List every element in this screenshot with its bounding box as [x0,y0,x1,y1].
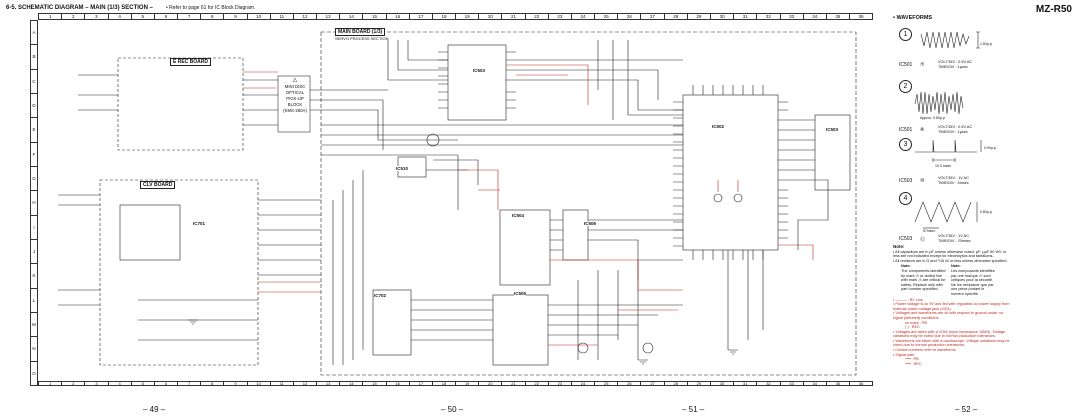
schematic-drawing [38,20,873,381]
bottom-column-label: 33 [781,382,804,385]
note-bline: • ——— : B+ Line. [893,297,924,302]
bottom-column-label: 2 [62,382,85,385]
waveform-2-trace [915,92,963,114]
bottom-column-label: 15 [363,382,386,385]
bottom-column-label: 24 [572,382,595,385]
column-label: 8 [201,14,224,19]
notes-heading: Note: [893,244,905,249]
waveform-1-trace [921,32,969,48]
column-label: 33 [781,14,804,19]
bottom-column-label: 36 [858,381,864,386]
note-pb-mark: no mark : PB [905,320,927,325]
ic503-body [448,45,506,120]
bottom-column-label: 30 [711,382,734,385]
ic504-body [500,210,550,285]
waveform-3-pin: ⑩ [920,178,925,184]
waveform-1-number: 1 [899,28,912,41]
note-signal-rec: ⟶ : REC [905,361,922,366]
waveform-4-pin: ⑫ [920,237,926,243]
note-circled-numbers: • Circled numbers refer to waveforms. [893,348,957,353]
waveform-3-trace [915,140,977,152]
waveform-4-annotation: 57msec [923,229,936,233]
note-oscilloscope: • Waveforms are taken with a oscilloscope. Voltage variations may be noted due to normal production tolerances. [893,338,1010,348]
column-label: 13 [317,14,340,19]
waveform-4-number: 4 [899,192,912,205]
bottom-column-label: 21 [502,382,525,385]
safety-note-french [951,264,997,296]
note-power: • Power voltage is dc 9V and fed with regulated dc power supply from external power voltage jack (J001). [893,302,1010,311]
bottom-column-label: 8 [201,382,224,385]
optical-block-label [280,78,310,114]
column-label: 23 [549,14,572,19]
waveform-2-ic: IC501 [899,127,913,133]
bottom-column-label: 28 [665,382,688,385]
note-signal-path: • Signal path. [893,352,916,357]
bottom-column-label: 1 [39,382,62,385]
waveform-4-amplitude: 0.8Vp-p [980,210,993,214]
schematic-notes [893,245,1013,366]
row-label: H [31,191,37,215]
column-label: 20 [479,14,502,19]
caution-icon: ⚠ [292,78,298,84]
optical-line-4: BLOCK [287,102,303,107]
bottom-column-label: 11 [271,382,294,385]
ic503b-label: IC503 [826,127,839,132]
waveform-3-ic: IC503 [899,178,913,184]
ic-block-reference-note: • Refer to page 61 for IC Block Diagram. [166,5,256,11]
column-label: 35 [827,14,850,19]
bottom-column-label: 31 [734,382,757,385]
ic504-label: IC504 [512,213,525,218]
waveform-3-spec [938,176,969,185]
ic505-body [493,295,548,365]
column-label: 24 [572,14,595,19]
bottom-column-label: 23 [549,382,572,385]
bottom-column-label: 22 [526,382,549,385]
rec-board-label: E REC BOARD [170,58,211,66]
main-board-label: MAIN BOARD (1/3) [335,28,385,36]
clv-board-label: CLV BOARD [140,181,175,189]
column-label: 32 [757,14,780,19]
row-label: J [31,240,37,264]
main-board-sublabel: SERVO PROCESS SECTION [335,36,389,41]
note-resistors: • All resistors are in Ω and ¹/16 W or less unless otherwise specified. [893,258,1008,263]
row-label: F [31,143,37,167]
ic505-label: IC505 [514,291,527,296]
ic502-label: IC502 [712,124,725,129]
column-label: 3 [85,14,108,19]
page-number-49: – 49 – [143,405,166,414]
column-label: 4 [109,14,132,19]
waveform-2-annotation: Approx. 0.8Vp-p [920,116,946,120]
column-label: 36 [858,14,864,19]
page-number-50: – 50 – [441,405,464,414]
row-label: B [31,45,37,69]
column-label: 5 [132,14,155,19]
safety-note-english-title: Note: [901,264,911,269]
waveform-2-volt: VOLT/DIV : 0.5V AC [938,125,973,129]
bottom-column-label: 12 [294,382,317,385]
optical-line-3: PICK-UP [286,96,304,101]
row-label: A [31,21,37,45]
page-number-52: – 52 – [955,405,978,414]
bottom-column-label: 29 [688,382,711,385]
safety-note-english [901,264,947,296]
ic701-label: IC701 [193,221,206,226]
bottom-column-label: 3 [85,382,108,385]
model-name: MZ-R50 [1035,4,1072,15]
waveform-3-time: TIME/DIV : 5msec [938,180,969,185]
ic702-label: IC702 [374,293,387,298]
column-label: 34 [804,14,827,19]
column-label: 28 [665,14,688,19]
note-capacitors: • All capacitors are in µF unless otherwise noted. pF: µµF 50 WV or less are not indicated except for electrolytics and tantalums. [893,249,1006,259]
waveform-1-spec [938,60,972,69]
column-label: 29 [688,14,711,19]
bottom-column-label: 7 [178,382,201,385]
bottom-column-label: 9 [224,382,247,385]
row-label: N [31,337,37,361]
row-label: I [31,216,37,240]
waveform-1-time: TIME/DIV : 1µsec [938,64,968,69]
column-ruler [38,13,873,20]
rec-board-outline [118,58,243,150]
column-label: 2 [62,14,85,19]
waveform-2-spec [938,125,972,134]
waveform-1-volt: VOLT/DIV : 0.5V AC [938,60,973,64]
ic510-label: IC510 [396,166,409,171]
row-label: G [31,167,37,191]
bottom-column-label: 5 [132,382,155,385]
row-ruler [30,20,38,386]
column-label: 18 [433,14,456,19]
ic502-body [683,95,778,250]
bottom-column-label: 35 [827,382,850,385]
column-label: 7 [178,14,201,19]
column-label: 30 [711,14,734,19]
bottom-column-label: 25 [595,382,618,385]
bottom-column-label: 4 [109,382,132,385]
note-voltages: • Voltages and waveforms are dc with respect to ground under no-signal (detuned) conditions. [893,311,1005,320]
bottom-column-label: 18 [433,382,456,385]
ic702-body [373,290,411,355]
ic506-label: IC506 [584,221,597,226]
bottom-column-label: 17 [410,382,433,385]
waveform-4-volt: VOLT/DIV : 1V AC [938,234,969,238]
row-label: O [32,370,36,376]
column-label: 25 [595,14,618,19]
bottom-column-label: 19 [456,382,479,385]
waveform-4-trace [915,202,971,222]
bottom-column-label: 34 [804,382,827,385]
ic701-body [120,205,180,260]
waveform-3-amplitude: 0.9Vp-p [984,146,997,150]
bottom-column-label: 14 [340,382,363,385]
safety-note-french-title: Note: [951,264,961,269]
note-rec-mark: ( ) : REC [905,325,920,330]
row-label: D [31,94,37,118]
waveform-3-volt: VOLT/DIV : 1V AC [938,176,969,180]
waveforms-title: • WAVEFORMS [893,15,933,21]
waveform-2-time: TIME/DIV : 1µsec [938,129,968,134]
ic503-label: IC503 [473,68,486,73]
waveform-traces [893,22,1013,252]
column-label: 19 [456,14,479,19]
column-label: 27 [641,14,664,19]
waveform-2-number: 2 [899,80,912,93]
row-label: L [31,289,37,313]
waveform-1-pin: ⑦ [920,62,925,68]
note-signal-pb: ⟶ : PB [905,357,919,362]
bottom-column-label: 6 [155,382,178,385]
note-vom: • Voltages are taken with a VOM (Input impedance 10MΩ). Voltage variations may be noted due to normal production tolerances. [893,329,1006,339]
column-label: 26 [618,14,641,19]
column-label: 9 [224,14,247,19]
column-label: 11 [271,14,294,19]
bottom-column-label: 10 [248,382,271,385]
row-label: K [31,264,37,288]
waveform-2-pin: ⑧ [920,127,925,133]
bottom-column-label: 32 [757,382,780,385]
safety-note-french-text: Les composants identifiés par une marque ⚠ sont critiques pour la sécurité. Ne les remplacer que par une pièce portant le numéro spécifié. [951,268,995,296]
column-label: 12 [294,14,317,19]
optical-line-5: (KMS-260A) [283,108,307,113]
waveform-4-ic: IC503 [899,236,913,242]
safety-note-english-text: The components identified by mark ⚠ or dotted line with mark ⚠ are critical for safety. Replace only with part number specified. [901,268,946,292]
column-label: 6 [155,14,178,19]
waveform-4-time: TIME/DIV : 20msec [938,238,971,243]
column-label: 22 [526,14,549,19]
waveform-1-amplitude: 1.5Vp-p [980,42,993,46]
waveform-3-number: 3 [899,138,912,151]
column-label: 15 [363,14,386,19]
bottom-column-label: 16 [387,382,410,385]
column-label: 16 [387,14,410,19]
column-label: 21 [502,14,525,19]
column-label: 17 [410,14,433,19]
column-label: 31 [734,14,757,19]
bottom-column-label: 26 [618,382,641,385]
row-label: E [31,118,37,142]
diagram-title: 6-5. SCHEMATIC DIAGRAM – MAIN (1/3) SECTION – [6,5,153,11]
bottom-column-label: 13 [317,382,340,385]
bottom-column-label: 27 [641,382,664,385]
column-label: 14 [340,14,363,19]
optical-line-1: MINI DISC [284,84,306,89]
waveform-1-ic: IC501 [899,62,913,68]
bottom-column-ruler [38,381,873,386]
waveform-3-annotation: 10.3 msec [935,164,952,168]
row-label: M [31,313,37,337]
page-number-51: – 51 – [682,405,705,414]
safety-notes [901,264,1013,296]
row-label: C [31,70,37,94]
waveform-4-spec [938,234,971,243]
column-label: 1 [39,14,62,19]
ic506-body [563,210,588,260]
column-label: 10 [248,14,271,19]
optical-line-2: OPTICAL [285,90,305,95]
bottom-column-label: 20 [479,382,502,385]
